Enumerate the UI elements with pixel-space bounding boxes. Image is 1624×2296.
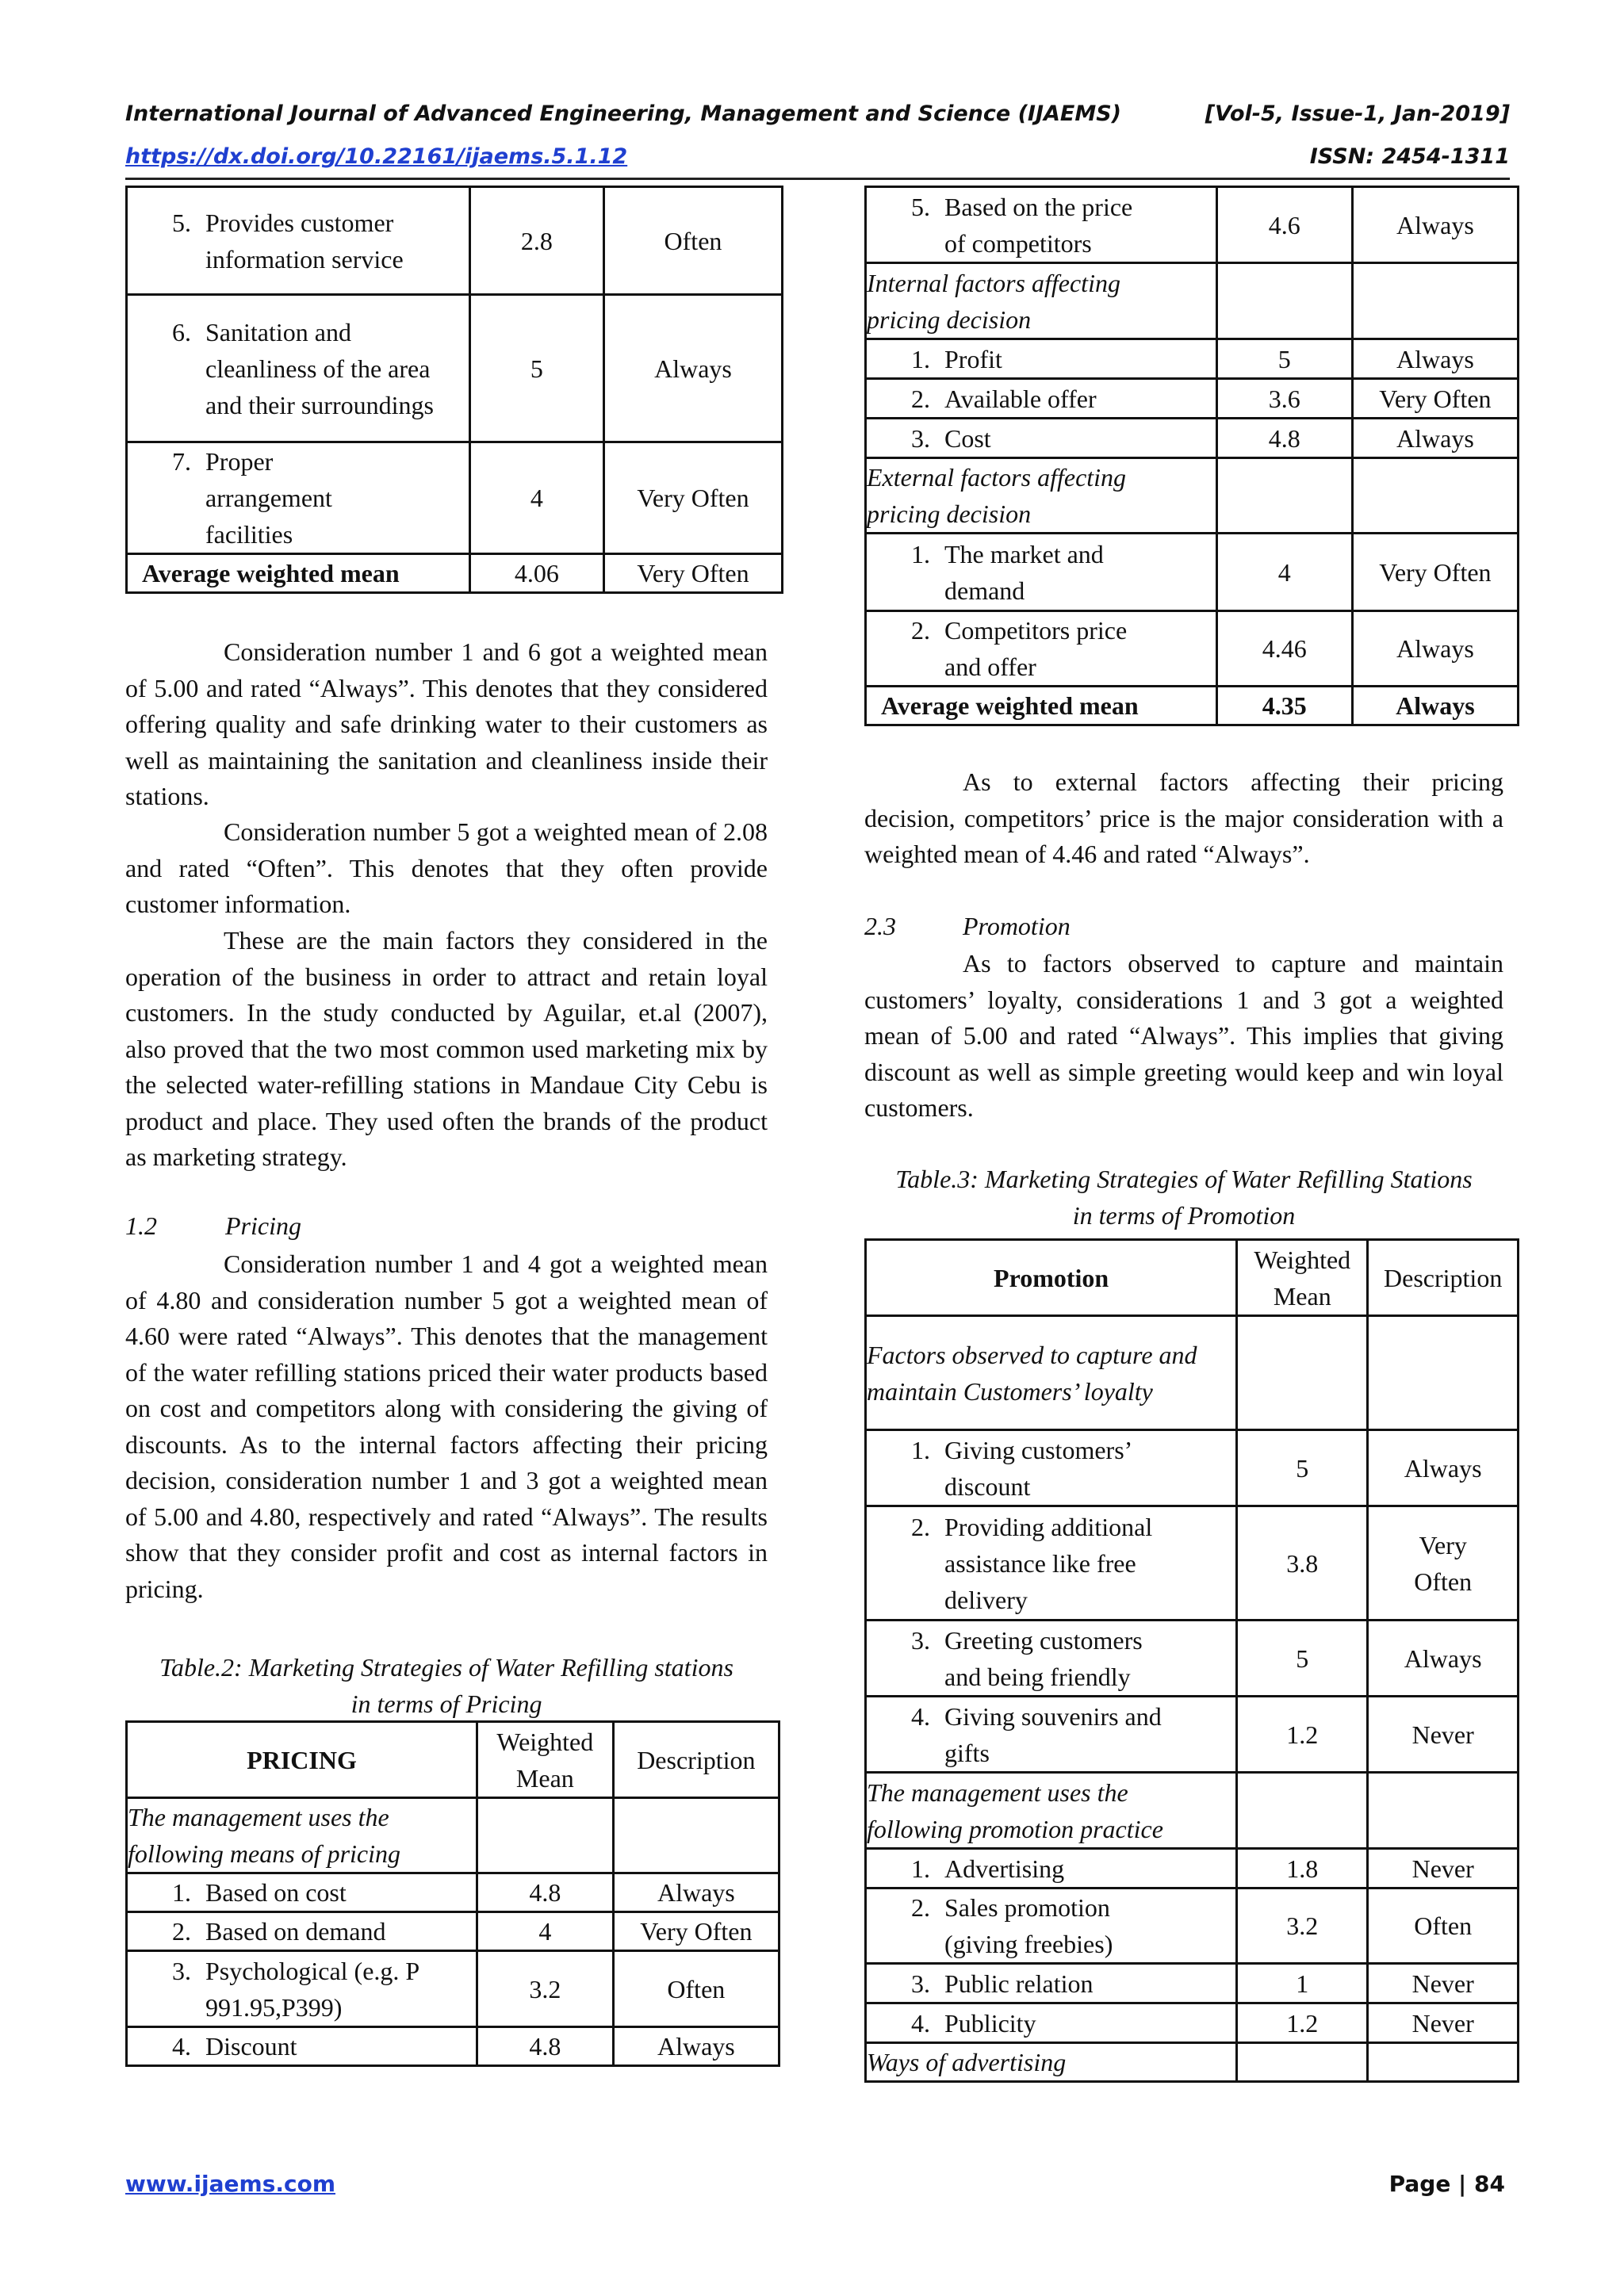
table-row: Average weighted mean 4.35 Always [866, 687, 1519, 725]
table-row: 2. Providing additional assistance like free delivery 3.8 Very Often [866, 1506, 1519, 1621]
table-group-row: Ways of advertising [866, 2043, 1519, 2082]
table-row: 7. Proper arrangement facilities 4 Very Often [127, 442, 783, 554]
table2-continuation [864, 186, 1519, 726]
table-row: 2. Sales promotion (giving freebies) 3.2 Often [866, 1888, 1519, 1964]
table-row: 5. Provides customer information service 2.8 Often [127, 187, 783, 295]
paragraph: Consideration number 1 and 4 got a weighted mean of 4.80 and consideration number 5 got a weighted mean of 4.60 were rated “Always”. This denotes that the management of the water refilling stations priced their water products based on cost and competitors along with considering the giving of discounts. As to the internal factors affecting their pricing decision, consideration number 1 and 3 got a weighted mean of 5.00 and 4.80, respectively and rated “Always”. The results show that they consider profit and cost as internal factors in pricing. [125, 1249, 768, 1603]
table-header-row: PRICING Weighted Mean Description [127, 1722, 779, 1798]
table-row: 3. Public relation 1 Never [866, 1964, 1519, 2003]
table-row: 2. Competitors price and offer 4.46 Always [866, 611, 1519, 687]
table-group-row: The management uses the following promotion practice [866, 1773, 1519, 1849]
table-row: 3. Psychological (e.g. P 991.95,P399) 3.2 Often [127, 1951, 779, 2027]
doi-link[interactable]: https://dx.doi.org/10.22161/ijaems.5.1.12 [125, 144, 628, 169]
table2-pricing [125, 1720, 780, 2067]
paragraph: As to external factors affecting their pricing decision, competitors’ price is the major consideration with a weighted mean of 4.46 and rated “Always”. [864, 767, 1503, 868]
table-row: 6. Sanitation and cleanliness of the area and their surroundings 5 Always [127, 295, 783, 442]
issn: ISSN: 2454-1311 [1309, 144, 1510, 169]
table-row: 3. Cost 4.8 Always [866, 419, 1519, 458]
table-group-row: The management uses the following means of pricing [127, 1798, 779, 1873]
table-row: 4. Giving souvenirs and gifts 1.2 Never [866, 1697, 1519, 1773]
table2-caption: Table.2: Marketing Strategies of Water Refilling stations in terms of Pricing [159, 1653, 733, 1718]
table-row: 3. Greeting customers and being friendly 5 Always [866, 1621, 1519, 1697]
table-row: 5. Based on the price of competitors 4.6 Always [866, 187, 1519, 263]
table-row: 1. Giving customers’ discount 5 Always [866, 1430, 1519, 1506]
table3-caption: Table.3: Marketing Strategies of Water Refilling Stations in terms of Promotion [895, 1165, 1473, 1230]
section-number: 2.3 [864, 912, 896, 940]
header-rule [125, 178, 1510, 180]
table-row: 1. Profit 5 Always [866, 339, 1519, 379]
paragraph: As to factors observed to capture and maintain customers’ loyalty, considerations 1 and 3 got a weighted mean of 5.00 and rated “Always”. This implies that giving discount as well as simple greeting would keep and win loyal customers. [864, 949, 1503, 1122]
section-title: Pricing [225, 1211, 301, 1240]
page-number: Page | 84 [1388, 2171, 1505, 2197]
journal-title: International Journal of Advanced Engineering, Management and Science (IJAEMS) [125, 101, 1122, 126]
table-group-row: External factors affecting pricing decision [866, 458, 1519, 534]
table-row: 2. Available offer 3.6 Very Often [866, 379, 1519, 419]
table-group-row: Factors observed to capture and maintain Customers’ loyalty [866, 1316, 1519, 1430]
table-row: 2. Based on demand 4 Very Often [127, 1912, 779, 1951]
paragraph: Consideration number 5 got a weighted mean of 2.08 and rated “Often”. This denotes that they often provide customer information. [125, 817, 768, 918]
table-row: 1. Based on cost 4.8 Always [127, 1873, 779, 1912]
section-number: 1.2 [125, 1211, 157, 1240]
paragraph: Consideration number 1 and 6 got a weighted mean of 5.00 and rated “Always”. This denotes that they considered offering quality and safe drinking water to their customers as well as maintaining the sanitation and cleanliness inside their stations. [125, 637, 768, 810]
table3-promotion [864, 1238, 1519, 2083]
section-heading-pricing [125, 1211, 301, 1241]
table-row: Average weighted mean 4.06 Very Often [127, 554, 783, 593]
section-title: Promotion [963, 912, 1071, 940]
footer-website-link[interactable]: www.ijaems.com [125, 2171, 336, 2197]
table-row: 4. Discount 4.8 Always [127, 2027, 779, 2066]
table-group-row: Internal factors affecting pricing decision [866, 263, 1519, 339]
volume-info: [Vol-5, Issue-1, Jan-2019] [1205, 101, 1510, 126]
table-header-row: Promotion Weighted Mean Description [866, 1240, 1519, 1316]
section-heading-promotion [864, 912, 1071, 941]
table-row: 4. Publicity 1.2 Never [866, 2003, 1519, 2043]
table-row: 1. Advertising 1.8 Never [866, 1849, 1519, 1888]
table1-continuation [125, 186, 783, 594]
table-row: 1. The market and demand 4 Very Often [866, 534, 1519, 611]
paragraph: These are the main factors they considered in the operation of the business in order to attract and retain loyal customers. In the study conducted by Aguilar, et.al (2007), also proved that the two most common used marketing mix by the selected water-refilling stations in Mandaue City Cebu is product and place. They used often the brands of the product as marketing strategy. [125, 926, 768, 1171]
